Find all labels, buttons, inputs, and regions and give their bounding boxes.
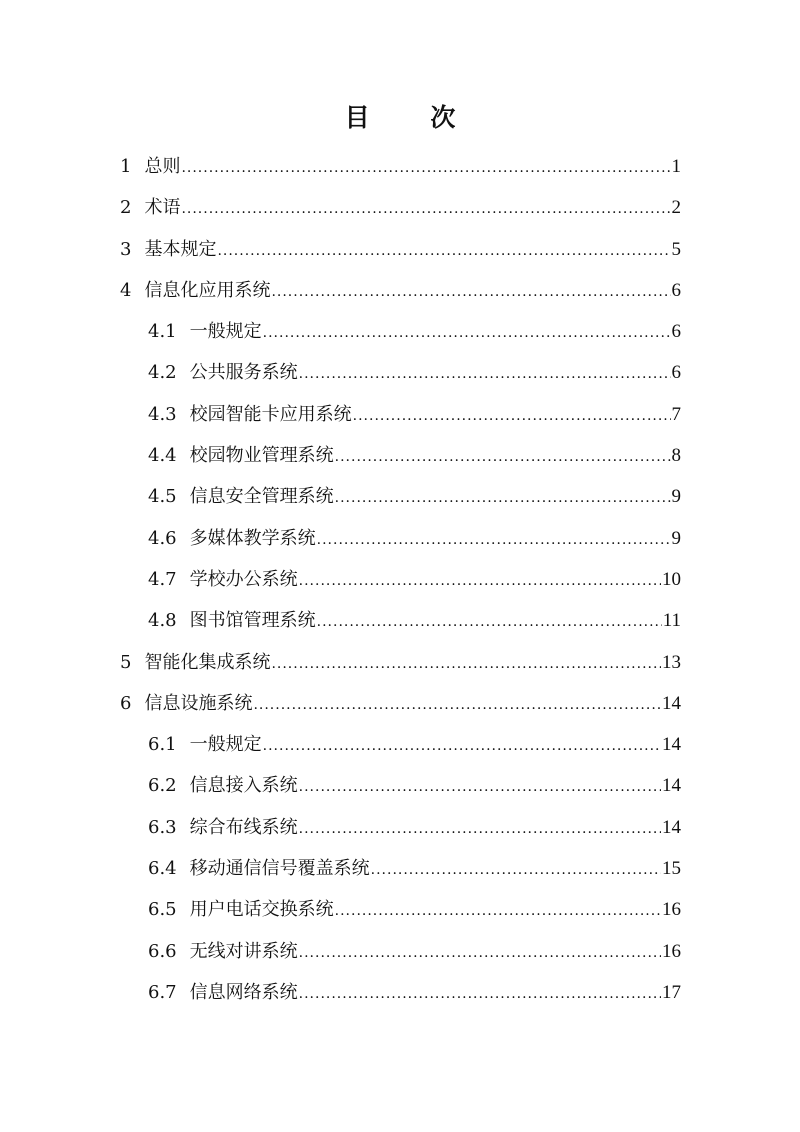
toc-entry-label: 校园智能卡应用系统 xyxy=(189,403,352,425)
toc-chapter-entry[interactable] xyxy=(120,270,681,311)
toc-entry-page-number: 16 xyxy=(662,940,681,962)
toc-entry-number: 4.3 xyxy=(148,403,177,425)
toc-section-entry[interactable] xyxy=(120,724,681,765)
toc-entry-label: 基本规定 xyxy=(144,238,217,260)
toc-dot-leader xyxy=(317,520,671,561)
toc-entry-label: 信息化应用系统 xyxy=(144,279,271,301)
toc-entry-label: 多媒体教学系统 xyxy=(189,527,316,549)
toc-dot-leader xyxy=(299,767,661,808)
toc-entry-number: 2 xyxy=(120,197,132,219)
toc-chapter-entry[interactable] xyxy=(120,187,681,228)
toc-entry-label: 图书馆管理系统 xyxy=(189,610,316,632)
toc-section-entry[interactable] xyxy=(120,972,681,1013)
toc-dot-leader xyxy=(335,891,661,932)
toc-entry-page-number: 9 xyxy=(671,527,681,549)
toc-dot-leader xyxy=(371,850,661,891)
toc-dot-leader xyxy=(299,354,671,395)
toc-dot-leader xyxy=(299,809,661,850)
toc-entry-label: 智能化集成系统 xyxy=(144,651,271,673)
toc-dot-leader xyxy=(299,933,661,974)
toc-entry-number: 6.6 xyxy=(148,940,177,962)
toc-dot-leader xyxy=(317,602,662,643)
toc-section-entry[interactable] xyxy=(120,600,681,641)
toc-section-entry[interactable] xyxy=(120,559,681,600)
toc-section-entry[interactable] xyxy=(120,352,681,393)
toc-dot-leader xyxy=(271,272,670,313)
toc-entry-label: 一般规定 xyxy=(189,321,262,343)
toc-entry-number: 3 xyxy=(120,238,132,260)
toc-entry-label: 信息安全管理系统 xyxy=(189,486,334,508)
toc-section-entry[interactable] xyxy=(120,311,681,352)
toc-entry-number: 6.7 xyxy=(148,981,177,1003)
toc-entry-page-number: 6 xyxy=(671,279,681,301)
toc-dot-leader xyxy=(263,313,671,354)
toc-entry-page-number: 14 xyxy=(662,692,681,714)
toc-entry-number: 4.2 xyxy=(148,362,177,384)
toc-entry-page-number: 11 xyxy=(662,610,681,632)
toc-entry-number: 1 xyxy=(120,156,132,177)
toc-entry-page-number: 17 xyxy=(662,981,681,1003)
toc-entry-page-number: 9 xyxy=(671,486,681,508)
toc-section-entry[interactable] xyxy=(120,765,681,806)
toc-entry-number: 6.3 xyxy=(148,816,177,838)
toc-entry-number: 4 xyxy=(120,279,132,301)
toc-entry-label: 公共服务系统 xyxy=(189,362,298,384)
toc-entry-label: 无线对讲系统 xyxy=(189,940,298,962)
toc-entry-page-number: 6 xyxy=(671,362,681,384)
toc-entry-label: 信息网络系统 xyxy=(189,981,298,1003)
toc-entry-page-number: 14 xyxy=(662,816,681,838)
toc-entry-page-number: 1 xyxy=(671,156,681,177)
toc-entry-number: 4.8 xyxy=(148,610,177,632)
toc-dot-leader xyxy=(299,974,661,1015)
toc-entry-page-number: 14 xyxy=(662,775,681,797)
toc-dot-leader xyxy=(181,148,670,189)
toc-chapter-entry[interactable] xyxy=(120,642,681,683)
toc-entry-number: 4.7 xyxy=(148,568,177,590)
toc-entry-number: 6.5 xyxy=(148,899,177,921)
toc-entry-label: 总则 xyxy=(144,156,181,177)
toc-entry-page-number: 16 xyxy=(662,899,681,921)
toc-entry-number: 5 xyxy=(120,651,132,673)
toc-entry-number: 6 xyxy=(120,692,132,714)
table-of-contents xyxy=(120,146,681,1013)
toc-entry-number: 4.5 xyxy=(148,486,177,508)
toc-dot-leader xyxy=(263,726,661,767)
toc-entry-page-number: 8 xyxy=(671,445,681,467)
toc-section-entry[interactable] xyxy=(120,435,681,476)
toc-entry-label: 综合布线系统 xyxy=(189,816,298,838)
toc-entry-page-number: 6 xyxy=(671,321,681,343)
toc-entry-label: 信息接入系统 xyxy=(189,775,298,797)
toc-entry-page-number: 13 xyxy=(662,651,681,673)
toc-entry-number: 6.1 xyxy=(148,734,177,756)
toc-entry-label: 一般规定 xyxy=(189,734,262,756)
toc-entry-label: 信息设施系统 xyxy=(144,692,253,714)
toc-entry-page-number: 15 xyxy=(662,858,681,880)
toc-section-entry[interactable] xyxy=(120,931,681,972)
toc-entry-page-number: 10 xyxy=(662,568,681,590)
toc-chapter-entry[interactable] xyxy=(120,683,681,724)
toc-chapter-entry[interactable] xyxy=(120,146,681,187)
toc-section-entry[interactable] xyxy=(120,889,681,930)
toc-section-entry[interactable] xyxy=(120,848,681,889)
toc-entry-label: 术语 xyxy=(144,197,181,219)
toc-section-entry[interactable] xyxy=(120,518,681,559)
toc-dot-leader xyxy=(299,561,661,602)
toc-entry-label: 用户电话交换系统 xyxy=(189,899,334,921)
toc-dot-leader xyxy=(253,685,661,726)
toc-entry-number: 6.4 xyxy=(148,858,177,880)
toc-entry-label: 校园物业管理系统 xyxy=(189,445,334,467)
toc-entry-page-number: 2 xyxy=(671,197,681,219)
toc-entry-page-number: 7 xyxy=(671,403,681,425)
toc-entry-page-number: 14 xyxy=(662,734,681,756)
toc-entry-number: 4.4 xyxy=(148,445,177,467)
toc-entry-number: 4.6 xyxy=(148,527,177,549)
toc-entry-page-number: 5 xyxy=(671,238,681,260)
toc-section-entry[interactable] xyxy=(120,807,681,848)
toc-chapter-entry[interactable] xyxy=(120,229,681,270)
toc-dot-leader xyxy=(271,644,661,685)
toc-entry-number: 6.2 xyxy=(148,775,177,797)
toc-dot-leader xyxy=(217,231,670,272)
toc-dot-leader xyxy=(335,478,671,519)
toc-dot-leader xyxy=(181,189,670,230)
toc-entry-label: 移动通信信号覆盖系统 xyxy=(189,858,370,880)
toc-entry-label: 学校办公系统 xyxy=(189,568,298,590)
toc-section-entry[interactable] xyxy=(120,394,681,435)
toc-dot-leader xyxy=(335,437,671,478)
toc-dot-leader xyxy=(353,396,671,437)
toc-entry-number: 4.1 xyxy=(148,321,177,343)
page-title: 目 次 xyxy=(344,103,482,132)
toc-section-entry[interactable] xyxy=(120,476,681,517)
